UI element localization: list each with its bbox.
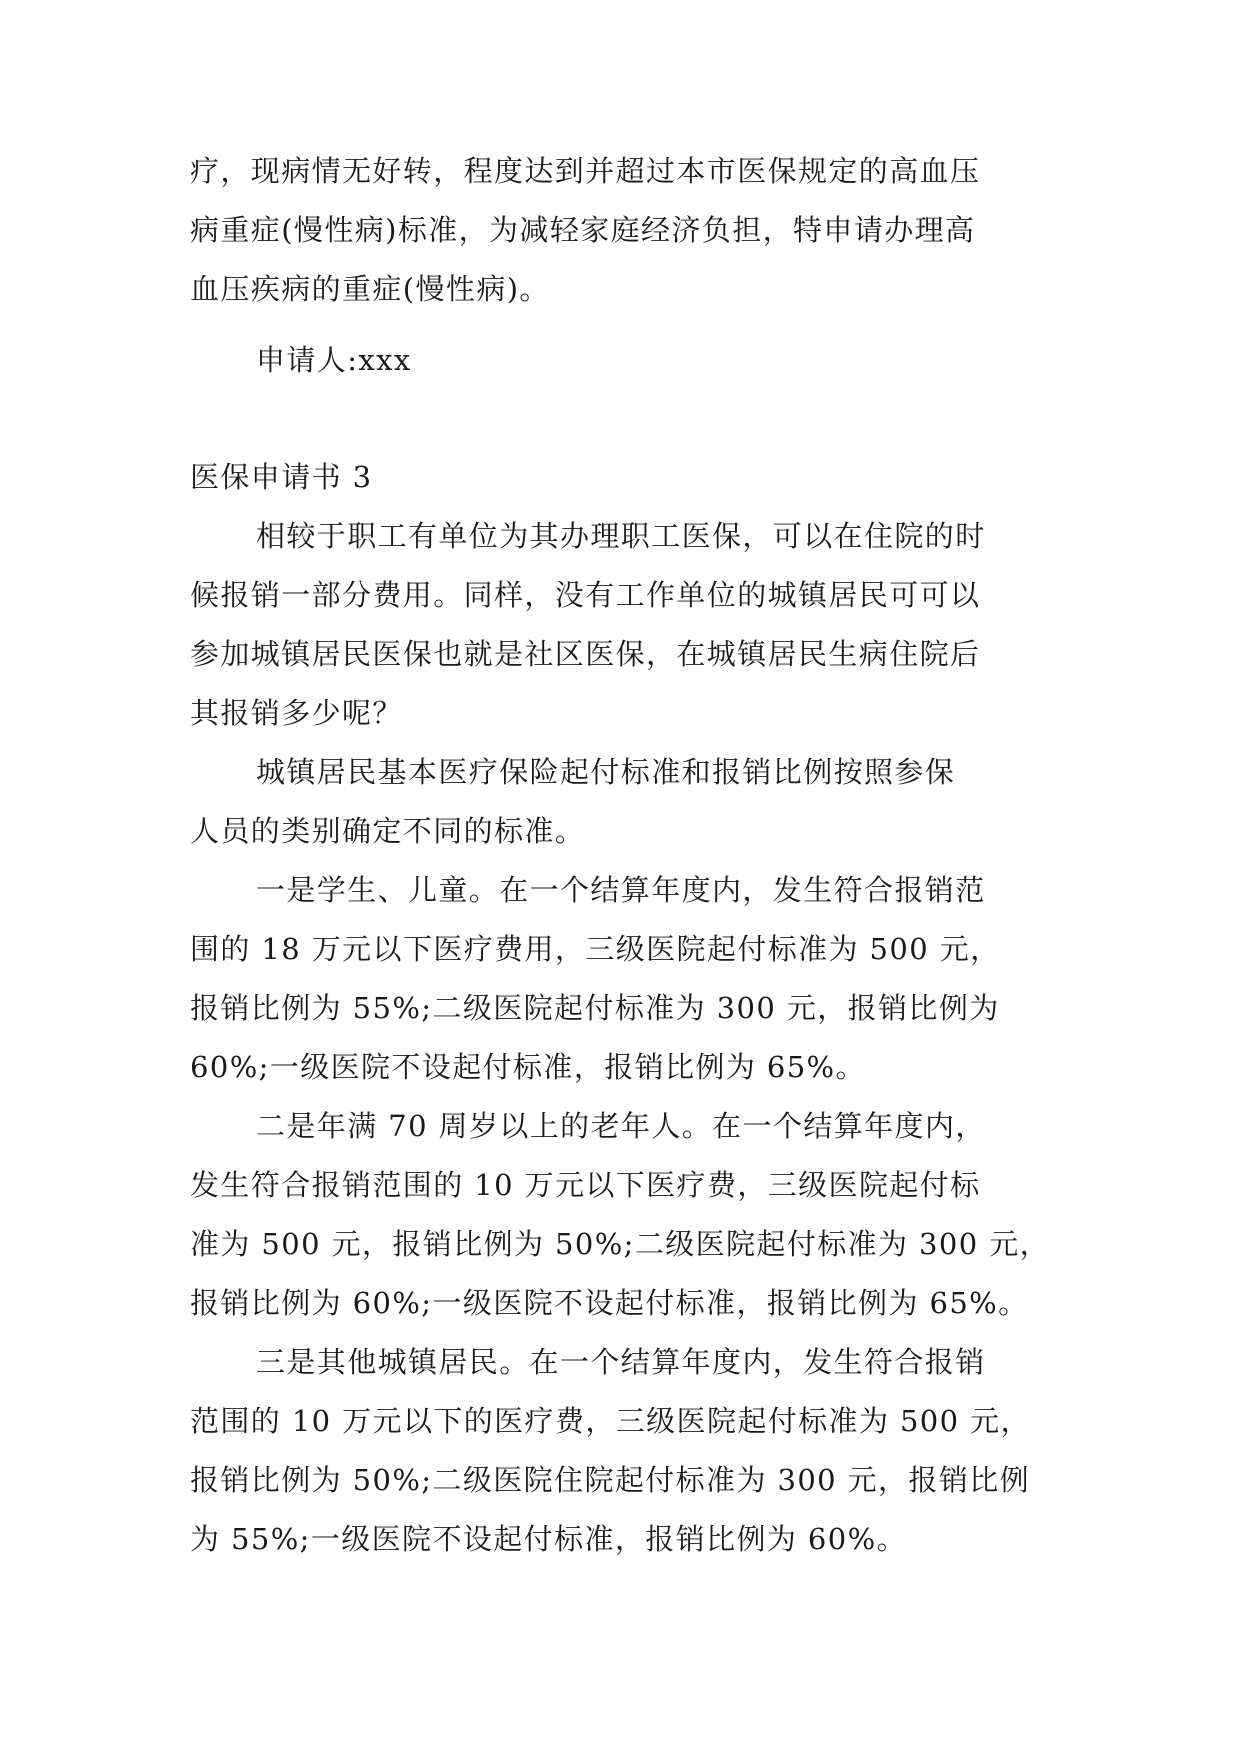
signature-line: 申请人:xxx xyxy=(256,343,412,377)
text-line: 准为 500 元，报销比例为 50%;二级医院起付标准为 300 元， xyxy=(190,1227,1051,1261)
text-line: 发生符合报销范围的 10 万元以下医疗费，三级医院起付标 xyxy=(190,1168,981,1202)
text-line: 围的 18 万元以下医疗费用，三级医院起付标准为 500 元， xyxy=(190,932,1001,966)
text-line: 相较于职工有单位为其办理职工医保，可以在住院的时 xyxy=(256,519,986,553)
text-line: 报销比例为 50%;二级医院住院起付标准为 300 元，报销比例 xyxy=(190,1463,1031,1497)
text-line: 候报销一部分费用。同样，没有工作单位的城镇居民可可以 xyxy=(190,578,981,612)
text-line: 城镇居民基本医疗保险起付标准和报销比例按照参保 xyxy=(256,755,956,789)
text-line: 报销比例为 60%;一级医院不设起付标准，报销比例为 65%。 xyxy=(190,1286,1029,1320)
text-line: 为 55%;一级医院不设起付标准，报销比例为 60%。 xyxy=(190,1522,907,1556)
text-line: 血压疾病的重症(慢性病)。 xyxy=(190,272,550,306)
text-line: 报销比例为 55%;二级医院起付标准为 300 元，报销比例为 xyxy=(190,991,1000,1025)
text-line: 60%;一级医院不设起付标准，报销比例为 65%。 xyxy=(190,1050,866,1084)
text-line: 一是学生、儿童。在一个结算年度内，发生符合报销范 xyxy=(256,873,986,907)
text-line: 人员的类别确定不同的标准。 xyxy=(190,814,586,848)
text-line: 二是年满 70 周岁以上的老年人。在一个结算年度内， xyxy=(256,1109,986,1143)
text-line: 范围的 10 万元以下的医疗费，三级医院起付标准为 500 元， xyxy=(190,1404,1031,1438)
text-line: 参加城镇居民医保也就是社区医保，在城镇居民生病住院后 xyxy=(190,637,981,671)
text-line: 疗，现病情无好转，程度达到并超过本市医保规定的高血压 xyxy=(190,154,981,188)
text-line: 其报销多少呢？ xyxy=(190,696,403,730)
text-line: 病重症(慢性病)标准，为减轻家庭经济负担，特申请办理高 xyxy=(190,213,976,247)
section-title: 医保申请书 3 xyxy=(190,460,373,494)
text-line: 三是其他城镇居民。在一个结算年度内，发生符合报销 xyxy=(256,1345,986,1379)
